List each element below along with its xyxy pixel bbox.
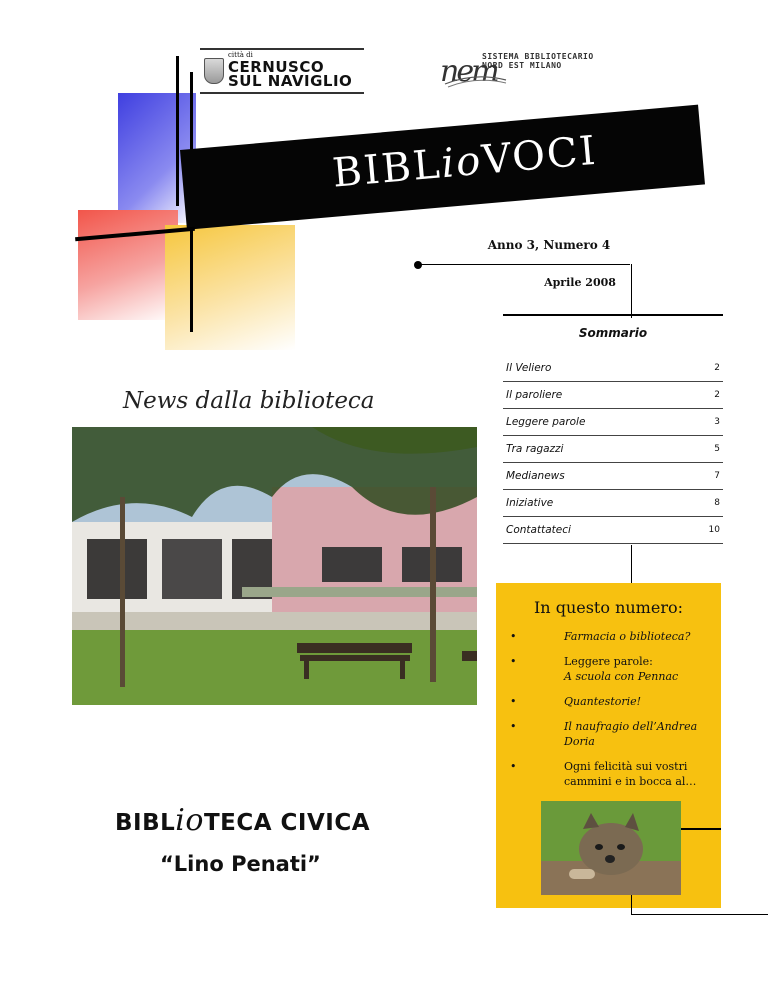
masthead-banner xyxy=(180,105,705,230)
city-logo-line1: CERNUSCO xyxy=(228,58,325,76)
in-questo-numero-title: In questo numero: xyxy=(533,598,683,617)
city-logo-small: città di xyxy=(228,51,253,59)
masthead-title: BIBLioVOCI xyxy=(330,127,600,197)
bullet-dot xyxy=(414,261,422,269)
divider-line xyxy=(631,914,768,915)
divider-line xyxy=(681,828,721,830)
city-logo xyxy=(200,48,364,94)
toc-item[interactable]: Il paroliere 2 xyxy=(503,382,723,409)
divider-line xyxy=(503,314,723,316)
divider-line xyxy=(420,264,630,265)
divider-line xyxy=(631,545,632,583)
divider-line xyxy=(631,264,632,318)
toc-item[interactable]: Iniziative 8 xyxy=(503,490,723,517)
nem-logo-line2: NORD EST MILANO xyxy=(482,61,562,70)
nem-logo-line1: SISTEMA BIBLIOTECARIO xyxy=(482,52,594,61)
sommario-title: Sommario xyxy=(578,326,648,340)
toc-item[interactable]: Medianews 7 xyxy=(503,463,723,490)
library-subtitle: “Lino Penati” xyxy=(160,852,321,876)
yellow-block xyxy=(165,225,295,350)
library-photo-drawing xyxy=(72,427,477,705)
swoosh-icon xyxy=(440,70,510,90)
wolf-cub-photo xyxy=(541,801,681,895)
library-photo xyxy=(72,427,477,705)
sommario-list xyxy=(503,355,723,544)
toc-item[interactable]: Leggere parole 3 xyxy=(503,409,723,436)
toc-item[interactable]: Contattateci 10 xyxy=(503,517,723,544)
toc-item[interactable]: Tra ragazzi 5 xyxy=(503,436,723,463)
coat-of-arms-icon xyxy=(204,58,224,84)
nem-logo-mark: nem xyxy=(440,54,497,89)
library-name: BIBLioTECA CIVICA xyxy=(115,803,370,838)
toc-item[interactable]: Il Veliero 2 xyxy=(503,355,723,382)
news-heading: News dalla biblioteca xyxy=(123,388,375,414)
wolf-cub-drawing xyxy=(541,801,681,895)
nem-logo xyxy=(440,48,600,98)
issue-number: Anno 3, Numero 4 xyxy=(487,238,611,252)
issue-date: Aprile 2008 xyxy=(544,276,616,289)
divider-line xyxy=(176,56,179,206)
red-block xyxy=(78,210,178,320)
divider-line xyxy=(631,895,632,915)
city-logo-line2: SUL NAVIGLIO xyxy=(228,72,353,90)
